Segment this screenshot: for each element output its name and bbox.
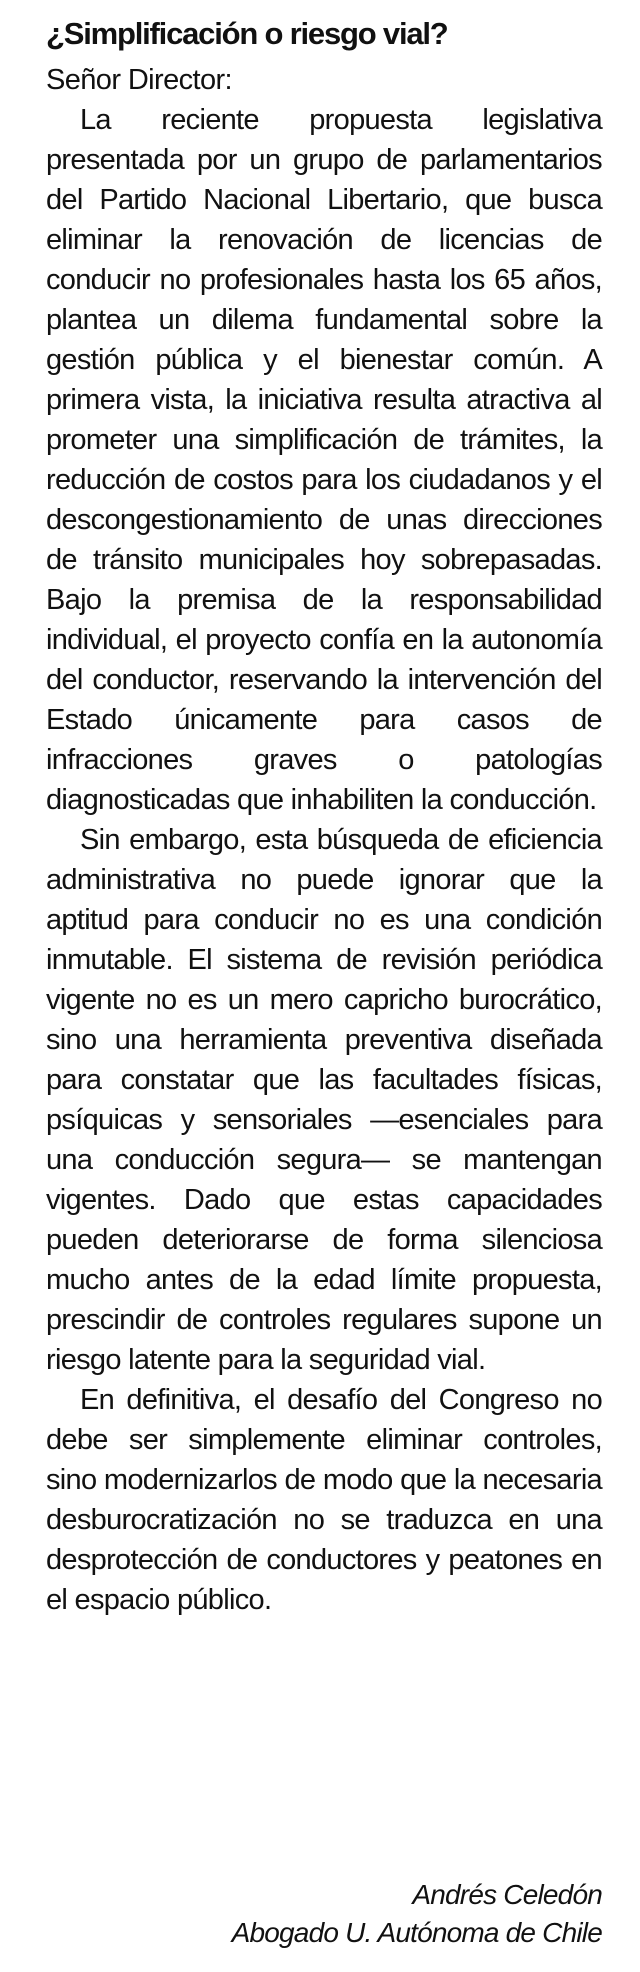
author-affiliation: Abogado U. Autónoma de Chile	[231, 1917, 602, 1948]
salutation: Señor Director:	[46, 64, 233, 96]
author-name: Andrés Celedón	[412, 1879, 602, 1910]
body-paragraph-2: Sin embargo, esta búsqueda de eficiencia administrativa no puede ignorar que la aptitud para conducir no es una condición inmutable. El sistema de revisión periódica vigente no es un mero capricho burocrático, sino una herramienta preventiva diseñada para constatar que las facultades físicas, psíquicas y sensoriales —esenciales para una conducción segura— se mantengan vigentes. Dado que estas capacidades pueden deteriorarse de forma silenciosa mucho antes de la edad límite propuesta, prescindir de controles regulares supone un riesgo latente para la seguridad vial.	[46, 824, 602, 1376]
signature-block	[232, 1876, 602, 1952]
body-paragraph-1: La reciente propuesta legislativa presentada por un grupo de parlamentarios del Partido Nacional Libertario, que busca eliminar la renovación de licencias de conducir no profesionales hasta los 65 años, plantea un dilema fundamental sobre la gestión pública y el bienestar común. A primera vista, la iniciativa resulta atractiva al prometer una simplificación de trámites, la reducción de costos para los ciudadanos y el descongestionamiento de unas direcciones de tránsito municipales hoy sobrepasadas. Bajo la premisa de la responsabilidad individual, el proyecto confía en la autonomía del conductor, reservando la intervención del Estado únicamente para casos de infracciones graves o patologías diagnosticadas que inhabiliten la conducción.	[46, 104, 602, 816]
body-paragraph-3: En definitiva, el desafío del Congreso no debe ser simplemente eliminar controles, sino modernizarlos de modo que la necesaria desburocratización no se traduzca en una desprotección de conductores y peatones en el espacio público.	[46, 1384, 602, 1616]
letter-title: ¿Simplificación o riesgo vial?	[46, 16, 448, 51]
letter-to-editor	[46, 14, 602, 1620]
